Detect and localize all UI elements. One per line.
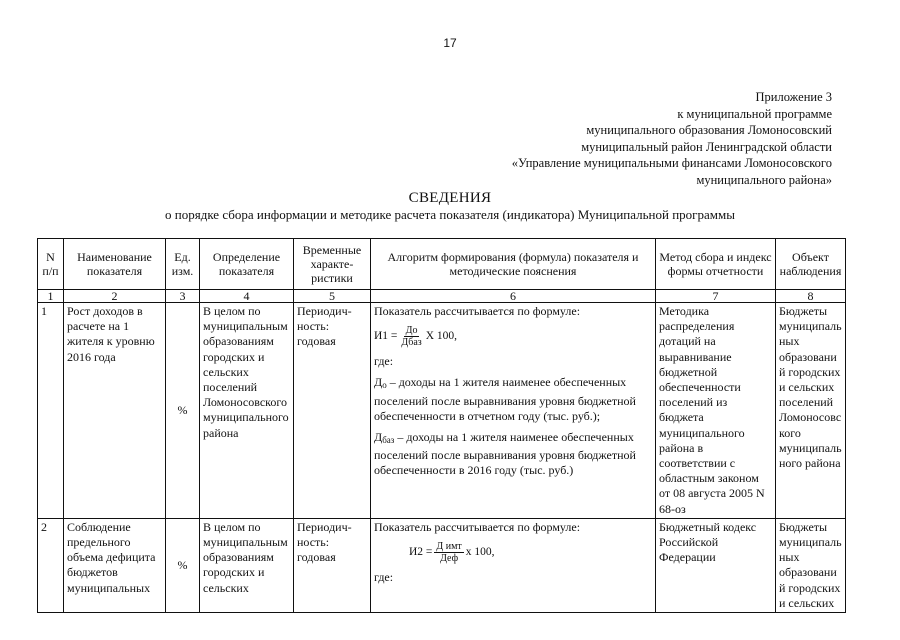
formula-denominator: Дбаз: [401, 337, 422, 349]
formula-fraction: [399, 325, 423, 348]
algorithm-cell: [371, 303, 656, 519]
page-number: 17: [443, 36, 457, 50]
formula-numerator: Д имт: [436, 541, 462, 553]
formula-denominator: Деф: [440, 553, 459, 565]
appendix-line: к муниципальной программе: [677, 106, 832, 121]
observation-object: Бюджеты муниципальных образований городских и сельских поселений Ломоносовского муниципального района: [776, 303, 846, 519]
appendix-line: «Управление муниципальными финансами Ломоносовского: [511, 156, 832, 171]
header-method: Метод сбора и индекс формы отчетности: [656, 239, 776, 290]
appendix-line: муниципальный район Ленинградской области: [581, 139, 832, 154]
appendix-line: муниципального образования Ломоносовский: [586, 123, 832, 138]
header-name: Наименование показателя: [64, 239, 166, 290]
symbol-subscript: баз: [382, 435, 395, 446]
column-number: 4: [200, 290, 294, 303]
header-time: Временные характе-ристики: [294, 239, 371, 290]
formula: [409, 541, 652, 564]
algorithm-intro: Показатель рассчитывается по формуле:: [374, 304, 581, 318]
formula-lhs: И2 =: [409, 545, 433, 558]
document-subtitle: о порядке сбора информации и методике расчета показателя (индикатора) Муниципальной программы: [165, 207, 735, 222]
column-number: 1: [38, 290, 64, 303]
formula-lhs: И1 =: [374, 330, 398, 343]
collection-method: Методика распределения дотаций на выравнивание бюджетной обеспеченности поселений из бюджета муниципального района в соответствии с областным законом от 08 августа 2005 N 68-оз: [656, 303, 776, 519]
header-n: N п/п: [38, 239, 64, 290]
formula-rhs: х 100,: [465, 545, 495, 558]
column-number: 5: [294, 290, 371, 303]
symbol: Д: [374, 430, 383, 445]
collection-method: Бюджетный кодекс Российской Федерации: [656, 518, 776, 612]
appendix-note: [512, 89, 832, 189]
definition-dbaz: [374, 430, 652, 479]
formula-numerator: До: [405, 325, 418, 337]
algorithm-intro: Показатель рассчитывается по формуле:: [374, 519, 581, 534]
definition-do: [374, 375, 652, 424]
appendix-line: муниципального района»: [696, 172, 832, 187]
column-number: 7: [656, 290, 776, 303]
column-number: 8: [776, 290, 846, 303]
symbol: Д: [374, 375, 383, 390]
row-number: 2: [38, 518, 64, 612]
column-number: 6: [371, 290, 656, 303]
header-definition: Определение показателя: [200, 239, 294, 290]
header-unit: Ед. изм.: [166, 239, 200, 290]
time-characteristics: Периодич-ность: годовая: [294, 518, 371, 612]
indicator-name: Рост доходов в расчете на 1 жителя к уровню 2016 года: [64, 303, 166, 519]
algorithm-cell: [371, 518, 656, 612]
unit-value: %: [166, 303, 200, 519]
table-header-row: [38, 239, 846, 290]
indicator-definition: В целом по муниципальным образованиям городских и сельских: [200, 518, 294, 612]
indicator-definition: В целом по муниципальным образованиям городских и сельских поселений Ломоносовского муниципального района: [200, 303, 294, 519]
header-algorithm: Алгоритм формирования (формула) показателя и методические пояснения: [371, 239, 656, 290]
indicator-name: Соблюдение предельного объема дефицита бюджетов муниципальных: [64, 518, 166, 612]
header-object: Объект наблюдения: [776, 239, 846, 290]
definition-text: – доходы на 1 жителя наименее обеспеченных поселений после выравнивания уровня бюджетной обеспеченности в отчетном году (тыс. руб.);: [374, 375, 636, 423]
where-label: где:: [374, 570, 394, 585]
where-label: где:: [374, 354, 394, 369]
formula: [374, 325, 652, 348]
unit-value: %: [166, 518, 200, 612]
definition-text: – доходы на 1 жителя наименее обеспеченных поселений после выравнивания уровня бюджетной обеспеченности в 2016 году (тыс. руб.): [374, 430, 636, 478]
document-title: СВЕДЕНИЯ: [408, 190, 492, 206]
table-row: [38, 518, 846, 612]
time-characteristics: Периодич-ность: годовая: [294, 303, 371, 519]
table-row: [38, 303, 846, 519]
appendix-line: Приложение 3: [755, 90, 832, 104]
column-number: 3: [166, 290, 200, 303]
formula-rhs: Х 100,: [425, 330, 458, 343]
observation-object: Бюджеты муниципальных образований городских и сельских: [776, 518, 846, 612]
column-number-row: [38, 290, 846, 303]
formula-fraction: [434, 541, 463, 564]
symbol-subscript: о: [382, 380, 387, 391]
column-number: 2: [64, 290, 166, 303]
row-number: 1: [38, 303, 64, 519]
indicator-table: [37, 238, 846, 613]
